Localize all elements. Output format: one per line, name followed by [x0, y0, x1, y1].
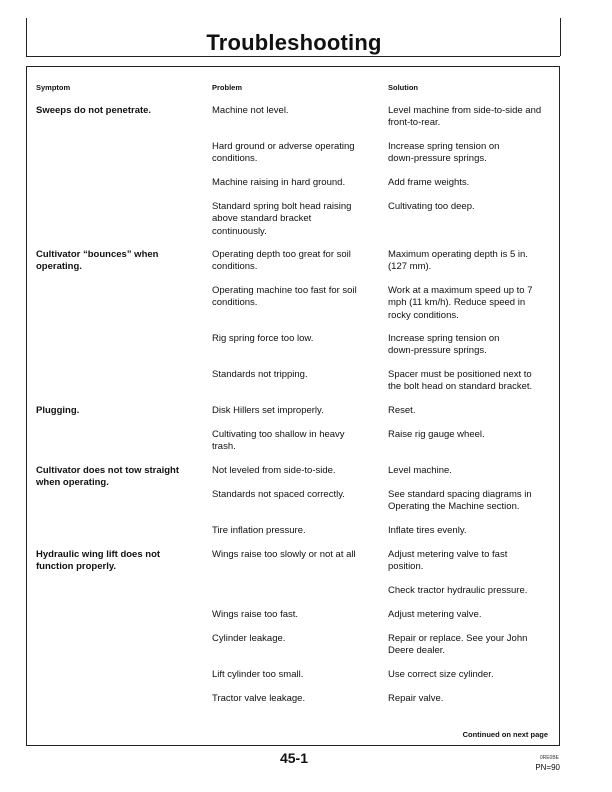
solution-cell: Add frame weights. — [388, 177, 470, 188]
solution-cell: Check tractor hydraulic pressure. — [388, 585, 528, 596]
symptom-plugging: Plugging. — [36, 405, 80, 416]
problem-cell: Hard ground or adverse operating conditions. — [212, 141, 355, 165]
header-problem: Problem — [212, 83, 243, 92]
problem-cell: Tractor valve leakage. — [212, 693, 306, 704]
problem-cell: Lift cylinder too small. — [212, 669, 304, 680]
solution-cell: Adjust metering valve to fast position. — [388, 549, 508, 573]
problem-cell: Disk Hillers set improperly. — [212, 405, 324, 416]
problem-cell: Machine not level. — [212, 105, 289, 116]
solution-cell: Maximum operating depth is 5 in. (127 mm). — [388, 249, 528, 273]
symptom-sweeps: Sweeps do not penetrate. — [36, 105, 152, 116]
problem-cell: Standards not tripping. — [212, 369, 308, 380]
header-solution: Solution — [388, 83, 418, 92]
solution-cell: See standard spacing diagrams in Operating the Machine section. — [388, 489, 532, 513]
symptom-tow-straight: Cultivator does not tow straight when operating. — [36, 465, 180, 489]
page-number: 45-1 — [279, 750, 309, 766]
solution-cell: Cultivating too deep. — [388, 201, 475, 212]
solution-cell: Increase spring tension on down-pressure springs. — [388, 141, 500, 165]
solution-cell: Level machine from side-to-side and front-to-rear. — [388, 105, 542, 129]
problem-cell: Machine raising in hard ground. — [212, 177, 346, 188]
header-symptom: Symptom — [36, 83, 71, 92]
page-ref: PN=90 — [535, 763, 560, 772]
solution-cell: Reset. — [388, 405, 416, 416]
page-title: Troubleshooting — [206, 30, 382, 55]
continued-note: Continued on next page — [462, 730, 548, 739]
problem-cell: Wings raise too slowly or not at all — [212, 549, 356, 560]
solution-cell: Repair valve. — [388, 693, 444, 704]
solution-cell: Repair or replace. See your John Deere dealer. — [388, 633, 528, 657]
solution-cell: Spacer must be positioned next to the bolt head on standard bracket. — [388, 369, 533, 393]
problem-cell: Operating machine too fast for soil conditions. — [212, 285, 357, 309]
problem-cell: Operating depth too great for soil conditions. — [212, 249, 351, 273]
solution-cell: Inflate tires evenly. — [388, 525, 467, 536]
problem-cell: Cultivating too shallow in heavy trash. — [212, 429, 345, 453]
symptom-bounces: Cultivator “bounces” when operating. — [36, 249, 159, 273]
solution-cell: Use correct size cylinder. — [388, 669, 494, 680]
problem-cell: Cylinder leakage. — [212, 633, 286, 644]
problem-cell: Rig spring force too low. — [212, 333, 314, 344]
problem-cell: Standard spring bolt head raising above standard bracket continuously. — [212, 201, 352, 237]
solution-cell: Work at a maximum speed up to 7 mph (11 km/h). Reduce speed in rocky conditions. — [388, 285, 533, 321]
solution-cell: Increase spring tension on down-pressure springs. — [388, 333, 500, 357]
symptom-hydraulic-lift: Hydraulic wing lift does not function properly. — [36, 549, 161, 573]
problem-cell: Standards not spaced correctly. — [212, 489, 345, 500]
solution-cell: Raise rig gauge wheel. — [388, 429, 485, 440]
doc-code: 0RE0BE — [539, 755, 559, 761]
problem-cell: Not leveled from side-to-side. — [212, 465, 336, 476]
problem-cell: Tire inflation pressure. — [212, 525, 306, 536]
solution-cell: Level machine. — [388, 465, 452, 476]
problem-cell: Wings raise too fast. — [212, 609, 299, 620]
solution-cell: Adjust metering valve. — [388, 609, 482, 620]
title-rule — [26, 56, 560, 57]
